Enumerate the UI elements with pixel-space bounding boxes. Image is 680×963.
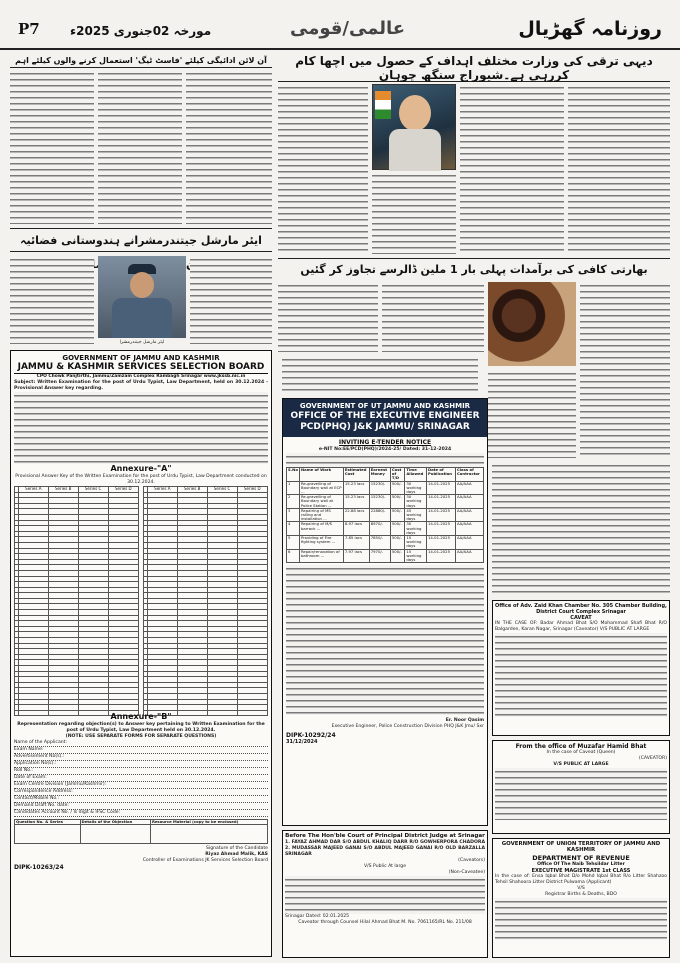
answer-key-tables xyxy=(14,486,268,710)
tender-cell: 15 working days xyxy=(405,549,427,563)
tender-cell: 14-01-2025 xyxy=(426,508,455,522)
article-airforce-col2 xyxy=(190,256,272,344)
tender-row xyxy=(287,522,484,536)
tender-signer-title: Executive Engineer, Police Construction Division PHQ J&K Jmu/ Sxr xyxy=(331,724,484,730)
signer-name: Riyaz Ahmad Malik, KAS xyxy=(205,852,268,858)
tender-intro xyxy=(286,453,484,467)
tender-cell: 500/- xyxy=(390,481,404,495)
answer-key-col-header: Series D xyxy=(237,487,267,493)
tender-col-header: Name of Work xyxy=(299,468,343,482)
form-field-label: Name of the Applicant: xyxy=(14,740,268,747)
tender-cell: 500/- xyxy=(390,495,404,509)
tender-cell: AA/AAA xyxy=(455,549,483,563)
tender-cell: 15.23 lacs xyxy=(343,495,369,509)
tender-cell: AA/AAA xyxy=(455,508,483,522)
tender-cell: 45 working days xyxy=(405,508,427,522)
tender-cell: 3 xyxy=(287,508,300,522)
caveat1-title: Office of Adv. Zaid Khan Chamber No. 305 Chamber Building, District Court Complex Srinagar xyxy=(495,603,667,615)
tender-cell: Repairing of MS railing and installation ... xyxy=(299,508,343,522)
article-chouhan-col1 xyxy=(568,84,670,254)
article-coffee-col5 xyxy=(282,356,478,394)
article-airforce-col1 xyxy=(10,256,94,344)
caveat2-sub: In the case of Caveat (Queen) xyxy=(546,750,616,755)
tender-cell: 15230/- xyxy=(369,481,390,495)
tender-terms xyxy=(286,565,484,715)
article-chouhan-col4 xyxy=(278,84,368,254)
caveat1-body xyxy=(495,633,667,717)
tender-cell: 500/- xyxy=(390,508,404,522)
tender-dipk: DIPK-10292/24 xyxy=(286,732,336,740)
tender-cell: 15 working days xyxy=(405,536,427,550)
tender-gov: GOVERNMENT OF UT JAMMU AND KASHMIR xyxy=(299,402,471,410)
headline-airforce: ایئر مارشل جیتندرمشرانے ہندوستانی فضائیہ کمان xyxy=(10,228,272,252)
tender-cell: 14-01-2025 xyxy=(426,481,455,495)
tender-cell: 8970/- xyxy=(369,522,390,536)
jkssb-dipk: DIPK-10263/24 xyxy=(14,864,64,872)
answer-key-table-left xyxy=(14,486,139,716)
tender-cell: 7.85 lacs xyxy=(343,536,369,550)
tender-title: INVITING E-TENDER NOTICE xyxy=(338,439,432,446)
answer-key-col-header: Series C xyxy=(78,487,108,493)
tender-cell: AA/AAA xyxy=(455,536,483,550)
jkssb-subject: Subject: Written Examination for the post of Urdu Typist, Law Department, held on 30.12.2024 - Provisional Answer key regarding. xyxy=(14,380,268,391)
jkssb-board: JAMMU & KASHMIR SERVICES SELECTION BOARD xyxy=(14,362,268,374)
tender-table xyxy=(286,467,484,563)
tender-row xyxy=(287,508,484,522)
revenue-case: In the case of: Ensa Iqbal Bhat D/o Mohd Iqbal Bhat R/o Litter Shahzoo Tehsil Shahoora Litter District Pulwama (Applicant) xyxy=(495,873,667,885)
answer-key-col-header: Series A xyxy=(147,487,177,493)
tender-signer: Er. Noor Qasim xyxy=(445,718,484,724)
tender-col-header: Estimated Cost xyxy=(343,468,369,482)
article-fastag-col2 xyxy=(98,70,182,224)
annexure-a-title: Annexure-"A" xyxy=(110,464,172,473)
revenue-magistrate: EXECUTIVE MAGISTRATE 1st CLASS xyxy=(531,867,631,874)
tender-row xyxy=(287,536,484,550)
tender-cell: 7.97 lacs xyxy=(343,549,369,563)
tender-cell: 30 working days xyxy=(405,522,427,536)
answer-key-col-header: Series B xyxy=(177,487,207,493)
court3-vs: V/S Public At large xyxy=(363,864,407,869)
article-coffee-col6 xyxy=(492,462,670,596)
court-notice-srinagar xyxy=(282,830,488,958)
revenue-notice xyxy=(492,838,670,958)
tender-cell: 30 working days xyxy=(405,495,427,509)
headline-chouhan: دیہی ترقی کی وزارت مختلف اہداف کے حصول میں اچھا کام کررہی ہے۔شیوراج سنگھ چوہان xyxy=(278,54,670,82)
tender-cell: 22.88 lacs xyxy=(343,508,369,522)
tender-cell: 500/- xyxy=(390,549,404,563)
article-coffee-col2 xyxy=(488,370,576,458)
article-chouhan-col2 xyxy=(460,84,564,254)
jkssb-notice xyxy=(10,350,272,957)
court3-non-caveatee: (Non-Caveatee) xyxy=(448,870,485,875)
caveat1-label: CAVEAT xyxy=(570,615,592,621)
form-field-label: Candidates Account No. / Is digit & IFSC Code: xyxy=(14,810,268,817)
jkssb-gov: GOVERNMENT OF JAMMU AND KASHMIR xyxy=(62,354,220,362)
court3-counsel: Caveator through Counsel Hilal Ahmad Bhat M. No. 7061165/RL No. 211/08 xyxy=(298,920,472,925)
form-field-label: Demand Draft No. date: xyxy=(14,803,268,810)
section-title: عالمی/قومی xyxy=(290,18,406,39)
photo-minister xyxy=(372,84,456,170)
objection-form xyxy=(14,740,268,817)
annexure-b-note: (NOTE: USE SEPARATE FORMS FOR SEPARATE QUESTIONS) xyxy=(65,734,217,739)
court3-caveators: (Caveators) xyxy=(458,858,485,863)
revenue-body xyxy=(495,898,667,940)
tender-division: PCD(PHQ) J&K JAMMU/ SRINAGAR xyxy=(300,422,470,432)
caption-air-marshal: ایئر مارشل جیتندرمشرا xyxy=(119,340,165,345)
answer-key-col-header: Series B xyxy=(48,487,78,493)
article-chouhan-col3 xyxy=(372,172,456,254)
headline-coffee: بھارتی کافی کی برآمدات پہلی بار 1 ملین ڈالرسے تجاوز کر گئیں xyxy=(300,263,648,276)
tender-cell: 14-01-2025 xyxy=(426,536,455,550)
article-coffee-col1 xyxy=(580,282,670,458)
jkssb-body-text xyxy=(14,392,268,464)
tender-col-header: Date of Publication xyxy=(426,468,455,482)
tender-col-header: Class of Contractor xyxy=(455,468,483,482)
court3-parties: 1. FAYAZ AHMAD DAR S/O ABDUL KHALIQ DARR R/O GOWHERPORA CHADORA 2. MUDASSAR MAJEED GANAI S/O ABDUL MAJEED GANAI R/O OLD BARZALLA SRINAGAR xyxy=(285,840,485,857)
revenue-dept: DEPARTMENT OF REVENUE xyxy=(532,853,630,862)
revenue-respondent: Registrar Births & Deaths, BDO xyxy=(545,891,617,897)
revenue-office: Office Of The Naib Tehsildar Litter xyxy=(537,861,625,867)
tender-cell: 2 xyxy=(287,495,300,509)
answer-key-col-header: Series C xyxy=(207,487,237,493)
court3-place: Srinagar Dated: 02.01.2025 xyxy=(285,914,350,919)
answer-key-col-header: Series D xyxy=(108,487,138,493)
tender-cell: AA/AAA xyxy=(455,522,483,536)
tender-cell: 30 working days xyxy=(405,481,427,495)
signer-title: Controller of Examinations JK Services Selection Board xyxy=(142,858,268,864)
article-fastag-col3 xyxy=(186,70,272,224)
photo-coffee xyxy=(488,282,576,366)
divider xyxy=(278,258,670,259)
tender-cell: Re-gravelling of Boundary wall at ECP ... xyxy=(300,480,342,495)
objection-col-header: Details of the Objection xyxy=(80,820,150,825)
tender-cell: 14-01-2025 xyxy=(426,495,455,509)
tender-col-header: Cost of T/D xyxy=(390,468,404,482)
tender-cell: 22880/- xyxy=(369,508,390,522)
article-fastag-col1 xyxy=(10,70,94,224)
tender-cell: 500/- xyxy=(390,522,404,536)
court3-body xyxy=(285,876,485,914)
tender-cell: AA/AAA xyxy=(455,495,483,509)
answer-key-col-header: Series A xyxy=(18,487,48,493)
tender-row xyxy=(287,495,484,509)
tender-date: 31/12/2024 xyxy=(286,739,318,746)
tender-cell: Repairing of M/S barrack ... xyxy=(299,522,343,536)
tender-nit: e-NIT No:EE/PCD(PHQ)/2024-25/ Dated: 31-12-2024 xyxy=(318,447,452,452)
page-label: P7 xyxy=(18,20,40,38)
tender-cell: 5 xyxy=(287,536,300,550)
tender-notice xyxy=(282,398,488,826)
tender-cell: 7970/- xyxy=(369,549,390,563)
form-field-label: Correspondence Address: xyxy=(14,789,268,796)
photo-air-marshal xyxy=(98,256,186,338)
tender-cell: Repair/renovation of bathroom ... xyxy=(299,549,343,563)
jkssb-address: CPO Chowk Panjtirthi, Jammu/Zamzam Complex Rambagh Srinagar www.jkssb.nic.in xyxy=(36,374,246,379)
masthead xyxy=(0,0,680,50)
tender-col-header: S.No xyxy=(287,468,300,482)
tender-cell: 8.97 lacs xyxy=(343,522,369,536)
caveat-notice-2 xyxy=(492,740,670,834)
revenue-gov: GOVERNMENT OF UNION TERRITORY OF JAMMU AND KASHMIR xyxy=(501,841,661,854)
headline-fastag: آن لائن ادائیگی کیلئے 'فاسٹ ٹیگ' استعمال کرنے والوں کیلئے اہم xyxy=(10,54,272,68)
tender-cell: Re-gravelling of Boundary wall at Police Station ... xyxy=(299,495,343,509)
tender-cell: 15230/- xyxy=(369,495,390,509)
form-field-label: Exam Name: xyxy=(14,747,268,754)
candidate-signature: Signature of the Candidate xyxy=(206,846,268,852)
tender-cell: 7850/- xyxy=(369,536,390,550)
form-field-label: Application No(s).: xyxy=(14,761,268,768)
court3-title: Before The Hon'ble Court of Principal District Judge at Srinagar xyxy=(285,833,485,839)
tender-cell: 4 xyxy=(287,522,300,536)
tender-cell: 14-01-2025 xyxy=(426,522,455,536)
tender-cell: 15.23 lacs xyxy=(343,481,369,495)
tender-row xyxy=(287,549,484,563)
tender-cell: Providing of Fire fighting system ... xyxy=(299,536,343,550)
tender-col-header: Time Allowed xyxy=(405,468,427,482)
answer-key-table-right xyxy=(143,486,268,716)
caveat2-caveator: (CAVEATOR) xyxy=(638,756,667,761)
objection-col-header: Question No. & Series xyxy=(15,820,81,825)
form-field-label: Exam Centre Division (Jammu/Kashmir): xyxy=(14,782,268,789)
objection-table xyxy=(14,819,268,844)
caveat2-title: From the office of Muzafar Hamid Bhat xyxy=(515,743,647,750)
tender-office: OFFICE OF THE EXECUTIVE ENGINEER xyxy=(290,411,480,421)
caveat-notice-1 xyxy=(492,600,670,736)
caveat2-vs: V/S PUBLIC AT LARGE xyxy=(553,762,609,767)
tender-row xyxy=(287,481,484,495)
form-field-label: Roll No.: xyxy=(14,768,268,775)
form-field-label: Date of Exam: xyxy=(14,775,268,782)
article-coffee-col4 xyxy=(278,282,378,352)
tender-col-header: Earnest Money xyxy=(369,468,390,482)
revenue-vs: V/S xyxy=(577,885,585,891)
tender-cell: 6 xyxy=(287,549,300,563)
article-coffee-col3 xyxy=(382,282,484,352)
annexure-b-subtitle: Representation regarding objection(s) to Answer key pertaining to Written Examination for the post of Urdu Typist, Law Department held on 30.12.2024. xyxy=(17,722,265,733)
form-field-label: Advertisement No(s).: xyxy=(14,754,268,761)
caveat1-text: IN THE CASE OF: Badar Ahmad Bhat S/O Mohammad Shafi Bhat R/O Balgarden, Karan Nagar, Srinagar (Caveator) V/S PUBLIC AT LARGE xyxy=(495,621,667,632)
newspaper-name: روزنامہ گھڑیال xyxy=(518,18,662,40)
tender-cell: 1 xyxy=(287,481,300,495)
annexure-b-title: Annexure-"B" xyxy=(110,712,172,721)
form-field-label: Contact/Mobile No.: xyxy=(14,796,268,803)
issue-date: مورخہ 02جنوری 2025ء xyxy=(70,24,212,38)
tender-cell: AA/AAA xyxy=(455,481,483,495)
annexure-a-subtitle: Provisional Answer Key of the Written Examination for the post of Urdu Typist, Law Department conducted on 30.12.2024. xyxy=(15,474,267,485)
objection-col-header: Resource Material (copy to be enclosed) xyxy=(150,820,267,825)
tender-cell: 500/- xyxy=(390,536,404,550)
tender-cell: 14-01-2025 xyxy=(426,549,455,563)
caveat2-body xyxy=(495,768,667,820)
